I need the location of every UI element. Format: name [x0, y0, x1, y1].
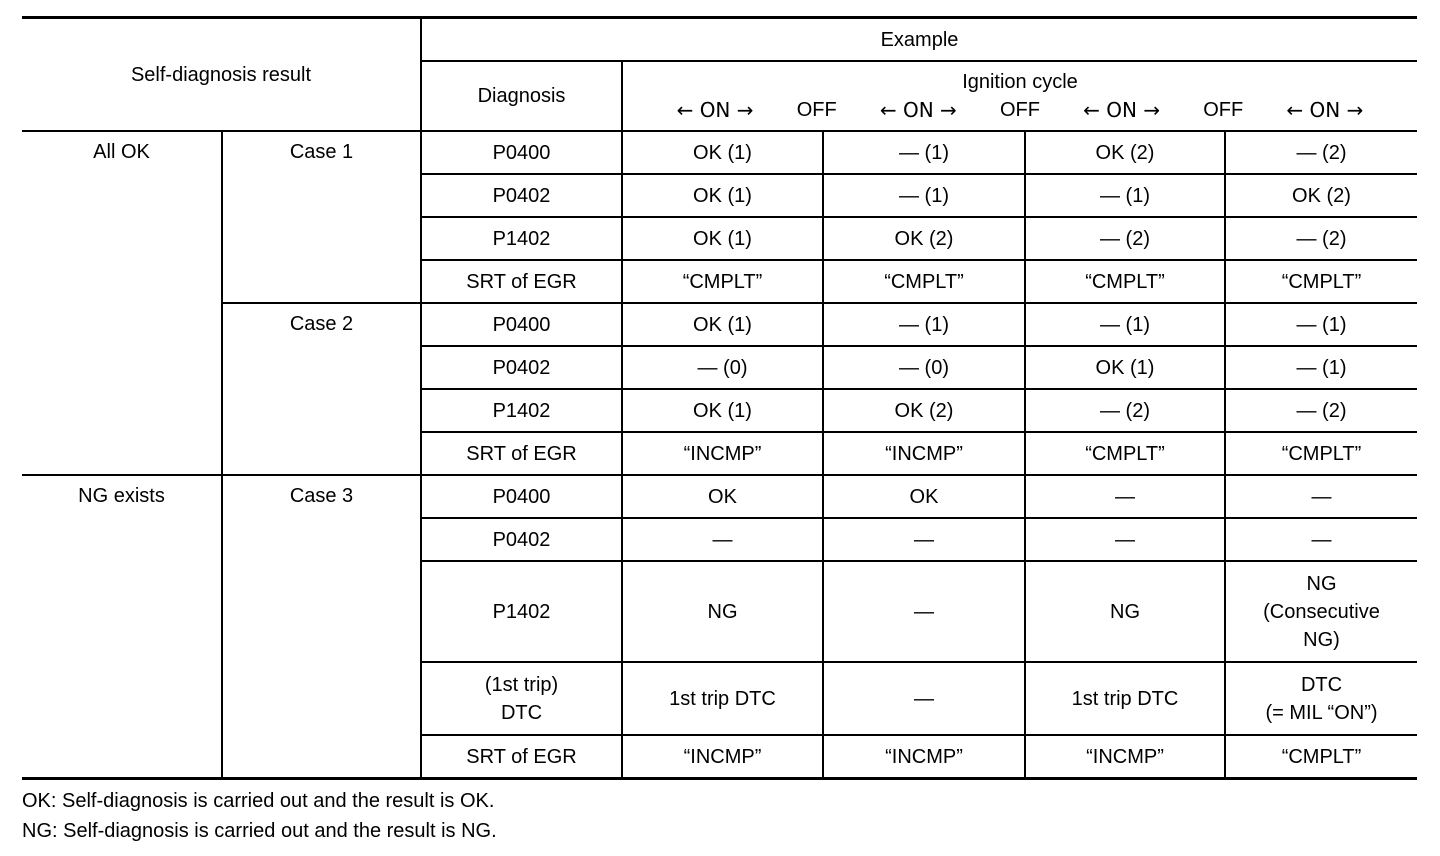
- case-label: Case 3: [222, 475, 421, 779]
- value-cell: — (1): [823, 303, 1025, 346]
- value-cell: 1st trip DTC: [622, 662, 823, 735]
- value-cell: — (2): [1225, 131, 1417, 174]
- value-cell: — (2): [1225, 217, 1417, 260]
- value-line: NG): [1303, 628, 1340, 651]
- value-cell: —: [1025, 475, 1225, 518]
- diagnosis-cell: SRT of EGR: [421, 260, 622, 303]
- value-cell: “INCMP”: [1025, 735, 1225, 779]
- cycle-step-on-1: ← ON →: [676, 98, 754, 122]
- value-cell: “INCMP”: [823, 432, 1025, 475]
- diagnosis-cell: P0400: [421, 131, 622, 174]
- value-cell: OK (1): [622, 389, 823, 432]
- value-cell: “CMPLT”: [1225, 260, 1417, 303]
- value-line: (= MIL “ON”): [1265, 701, 1378, 724]
- result-ng-exists: NG exists: [22, 475, 222, 779]
- value-cell: “INCMP”: [823, 735, 1025, 779]
- diagnosis-line: (1st trip): [484, 673, 559, 696]
- value-cell: NG: [1025, 561, 1225, 662]
- case-label: Case 2: [222, 303, 421, 475]
- value-cell: OK (1): [1025, 346, 1225, 389]
- cycle-step-on-2: ← ON →: [879, 98, 957, 122]
- table-row: [22, 303, 1417, 346]
- value-cell: — (2): [1025, 389, 1225, 432]
- cycle-step-on-4: ← ON →: [1286, 98, 1364, 122]
- table-row: [22, 131, 1417, 174]
- diagnosis-cell: P0402: [421, 518, 622, 561]
- value-cell: “INCMP”: [622, 735, 823, 779]
- value-cell: “CMPLT”: [823, 260, 1025, 303]
- diagnosis-cell: SRT of EGR: [421, 735, 622, 779]
- value-cell: —: [1025, 518, 1225, 561]
- value-cell: “CMPLT”: [1225, 432, 1417, 475]
- cycle-step-off-1: OFF: [796, 99, 837, 121]
- value-cell: “INCMP”: [622, 432, 823, 475]
- value-cell-multiline: [1225, 662, 1417, 735]
- value-cell: —: [622, 518, 823, 561]
- value-cell: “CMPLT”: [1025, 260, 1225, 303]
- diagnosis-cell: P1402: [421, 217, 622, 260]
- ignition-cycle-sequence: [625, 96, 1415, 124]
- value-cell: —: [823, 518, 1025, 561]
- footnote-ok: OK: Self-diagnosis is carried out and the result is OK.: [22, 790, 495, 812]
- value-cell: — (1): [1225, 346, 1417, 389]
- value-cell: OK (1): [622, 303, 823, 346]
- header-example: Example: [421, 18, 1417, 62]
- footnote-ng: NG: Self-diagnosis is carried out and the result is NG.: [22, 820, 497, 842]
- value-cell: OK: [622, 475, 823, 518]
- value-cell: — (0): [823, 346, 1025, 389]
- value-line: DTC: [1300, 673, 1343, 696]
- diagnosis-cell: P1402: [421, 561, 622, 662]
- header-ignition-cycle: [622, 61, 1417, 131]
- value-cell: OK (2): [823, 217, 1025, 260]
- ignition-cycle-label: Ignition cycle: [962, 71, 1078, 93]
- value-cell: — (2): [1225, 389, 1417, 432]
- value-cell-multiline: [1225, 561, 1417, 662]
- value-cell: OK: [823, 475, 1025, 518]
- value-cell: — (1): [1025, 174, 1225, 217]
- value-cell: 1st trip DTC: [1025, 662, 1225, 735]
- value-cell: “CMPLT”: [1025, 432, 1225, 475]
- diagnosis-line: DTC: [500, 701, 543, 724]
- value-cell: — (1): [1225, 303, 1417, 346]
- value-line: NG: [1306, 572, 1337, 595]
- value-cell: OK (1): [622, 174, 823, 217]
- table-row: [22, 475, 1417, 518]
- cycle-step-on-3: ← ON →: [1083, 98, 1161, 122]
- diagnosis-cell: P0400: [421, 303, 622, 346]
- value-cell: —: [823, 662, 1025, 735]
- value-cell: OK (2): [823, 389, 1025, 432]
- value-cell: —: [1225, 475, 1417, 518]
- diagnosis-cell: SRT of EGR: [421, 432, 622, 475]
- diagnosis-cell: P1402: [421, 389, 622, 432]
- value-cell: OK (1): [622, 217, 823, 260]
- cycle-step-off-2: OFF: [999, 99, 1040, 121]
- value-line: (Consecutive: [1263, 600, 1380, 623]
- value-cell: OK (2): [1225, 174, 1417, 217]
- cycle-step-off-3: OFF: [1203, 99, 1244, 121]
- header-diagnosis: Diagnosis: [421, 61, 622, 131]
- value-cell: “CMPLT”: [1225, 735, 1417, 779]
- diagnosis-cell: P0402: [421, 346, 622, 389]
- case-label: Case 1: [222, 131, 421, 303]
- value-cell: OK (1): [622, 131, 823, 174]
- result-all-ok: All OK: [22, 131, 222, 475]
- value-cell: OK (2): [1025, 131, 1225, 174]
- value-cell: — (1): [823, 174, 1025, 217]
- diagnosis-cell: P0400: [421, 475, 622, 518]
- value-cell: NG: [622, 561, 823, 662]
- footnotes: [22, 786, 497, 846]
- value-cell: —: [823, 561, 1025, 662]
- value-cell: — (1): [1025, 303, 1225, 346]
- diagnosis-cell-multiline: [421, 662, 622, 735]
- self-diagnosis-table: [22, 16, 1417, 780]
- value-cell: — (2): [1025, 217, 1225, 260]
- value-cell: — (0): [622, 346, 823, 389]
- value-cell: — (1): [823, 131, 1025, 174]
- header-self-diagnosis-result: Self-diagnosis result: [22, 18, 421, 132]
- value-cell: “CMPLT”: [622, 260, 823, 303]
- diagnosis-cell: P0402: [421, 174, 622, 217]
- value-cell: —: [1225, 518, 1417, 561]
